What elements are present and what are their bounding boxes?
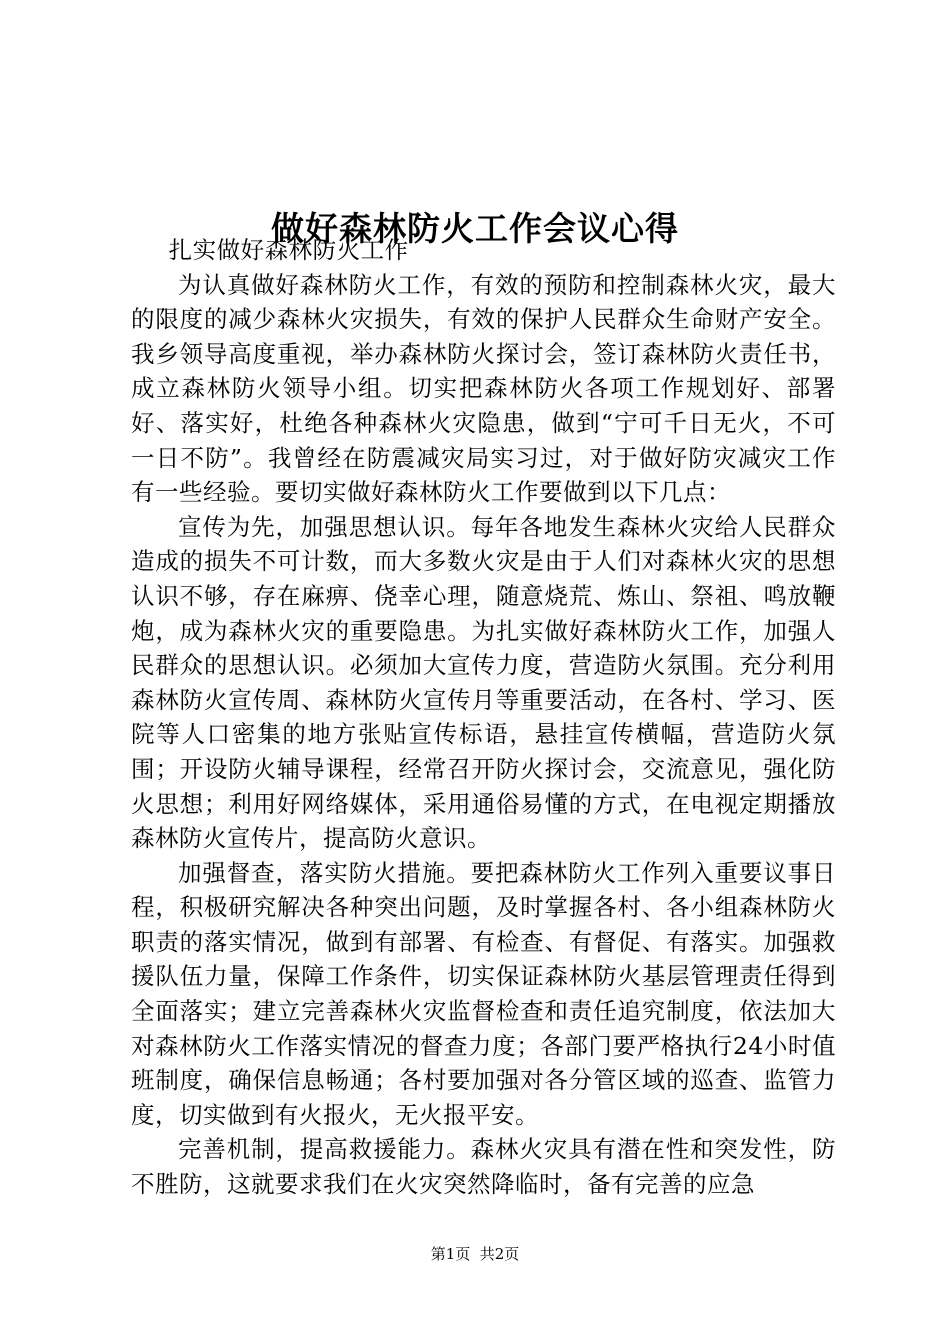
page-number: 第1页 共2页	[430, 1245, 520, 1263]
paragraph-publicity: 宣传为先，加强思想认识。每年各地发生森林火灾给人民群众造成的损失不可计数，而大多数火灾是由于人们对森林火灾的思想认识不够，存在麻痹、侥幸心理，随意烧荒、炼山、祭祖、鸣放鞭炮，成为森林火灾的重要隐患。为扎实做好森林防火工作，加强人民群众的思想认识。必须加大宣传力度，营造防火氛围。充分利用森林防火宣传周、森林防火宣传月等重要活动，在各村、学习、医院等人口密集的地方张贴宣传标语，悬挂宣传横幅，营造防火氛围；开设防火辅导课程，经常召开防火探讨会，交流意见，强化防火思想；利用好网络媒体，采用通俗易懂的方式，在电视定期播放森林防火宣传片，提高防火意识。	[131, 512, 836, 853]
page-footer	[0, 1243, 950, 1265]
document-subtitle: 扎实做好森林防火工作	[168, 236, 409, 264]
paragraph-mechanism: 完善机制，提高救援能力。森林火灾具有潜在性和突发性，防不胜防，这就要求我们在火灾突然降临时，备有完善的应急	[131, 1135, 836, 1199]
paragraph-supervision: 加强督查，落实防火措施。要把森林防火工作列入重要议事日程，积极研究解决各种突出问题，及时掌握各村、各小组森林防火职责的落实情况，做到有部署、有检查、有督促、有落实。加强救援队伍力量，保障工作条件，切实保证森林防火基层管理责任得到全面落实；建立完善森林火灾监督检查和责任追究制度，依法加大对森林防火工作落实情况的督查力度；各部门要严格执行24小时值班制度，确保信息畅通；各村要加强对各分管区域的巡查、监管力度，切实做到有火报火，无火报平安。	[131, 858, 836, 1129]
page-title: 做好森林防火工作会议心得	[271, 209, 679, 249]
document-body	[131, 233, 836, 1202]
paragraph-intro: 为认真做好森林防火工作，有效的预防和控制森林火灾，最大的限度的减少森林火灾损失，有效的保护人民群众生命财产安全。我乡领导高度重视，举办森林防火探讨会，签订森林防火责任书，成立森林防火领导小组。切实把森林防火各项工作规划好、部署好、落实好，杜绝各种森林火灾隐患，做到“宁可千日无火，不可一日不防”。我曾经在防震减灾局实习过，对于做好防灾减灾工作有一些经验。要切实做好森林防火工作要做到以下几点：	[131, 270, 836, 507]
